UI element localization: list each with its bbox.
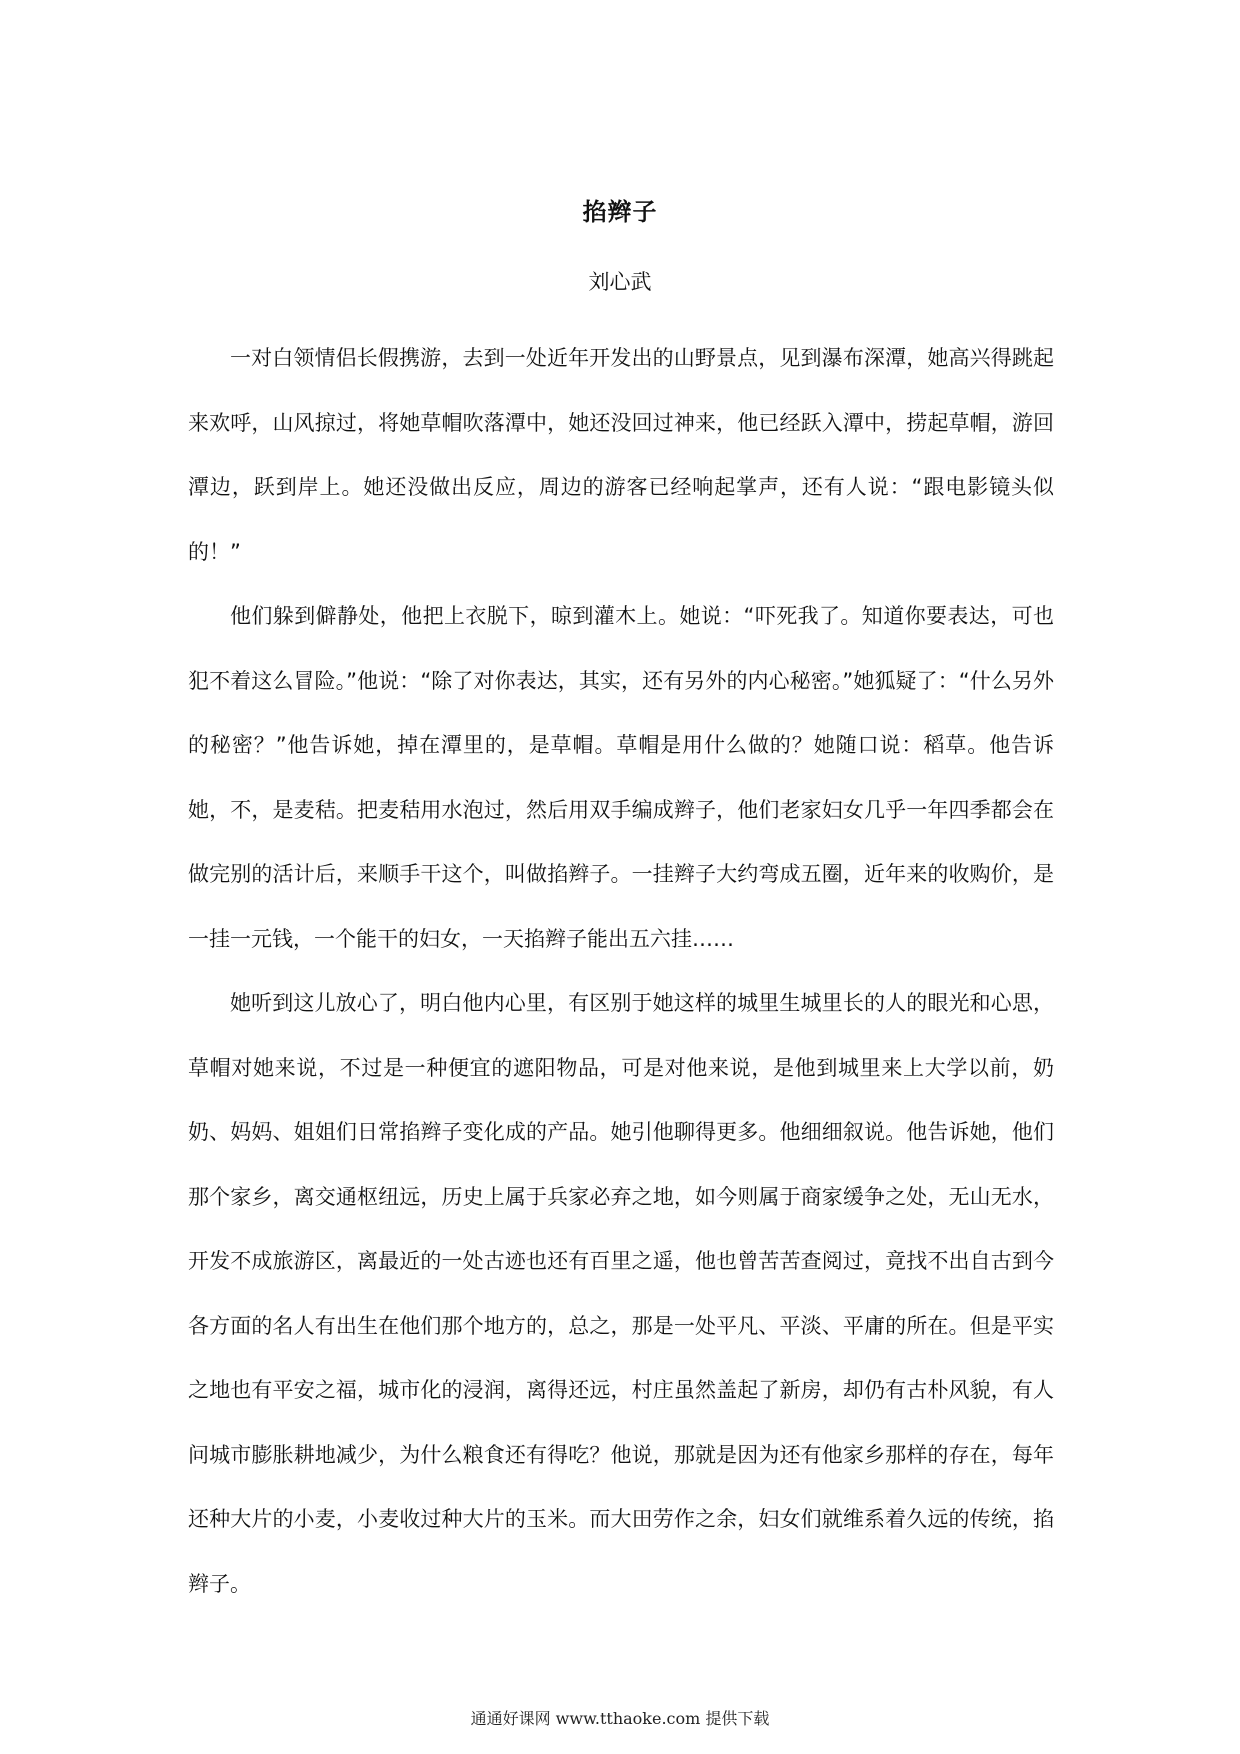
paragraph: 她听到这儿放心了，明白他内心里，有区别于她这样的城里生城里长的人的眼光和心思，草帽对她来说，不过是一种便宜的遮阳物品，可是对他来说，是他到城里来上大学以前，奶奶、妈妈、姐姐们日常掐辫子变化成的产品。她引他聊得更多。他细细叙说。他告诉她，他们那个家乡，离交通枢纽远，历史上属于兵家必弃之地，如今则属于商家缓争之处，无山无水，开发不成旅游区，离最近的一处古迹也还有百里之遥，他也曾苦苦查阅过，竟找不出自古到今各方面的名人有出生在他们那个地方的，总之，那是一处平凡、平淡、平庸的所在。但是平实之地也有平安之福，城市化的浸润，离得还远，村庄虽然盖起了新房，却仍有古朴风貌，有人问城市膨胀耕地减少，为什么粮食还有得吃？他说，那就是因为还有他家乡那样的存在，每年还种大片的小麦，小麦收过种大片的玉米。而大田劳作之余，妇女们就维系着久远的传统，掐辫子。: [188, 991, 1054, 1596]
paragraph: 一对白领情侣长假携游，去到一处近年开发出的山野景点，见到瀑布深潭，她高兴得跳起来欢呼，山风掠过，将她草帽吹落潭中，她还没回过神来，他已经跃入潭中，捞起草帽，游回潭边，跃到岸上。她还没做出反应，周边的游客已经响起掌声，还有人说：“跟电影镜头似的！”: [188, 346, 1054, 564]
page-footer: 通通好课网 www.tthaoke.com 提供下载: [470, 1709, 770, 1728]
article-title: 掐辫子: [582, 198, 658, 226]
article-body: [188, 326, 1054, 1616]
paragraph: 他们躲到僻静处，他把上衣脱下，晾到灌木上。她说：“吓死我了。知道你要表达，可也犯不着这么冒险。”他说：“除了对你表达，其实，还有另外的内心秘密。”她狐疑了：“什么另外的秘密？”他告诉她，掉在潭里的，是草帽。草帽是用什么做的？她随口说：稻草。他告诉她，不，是麦秸。把麦秸用水泡过，然后用双手编成辫子，他们老家妇女几乎一年四季都会在做完别的活计后，来顺手干这个，叫做掐辫子。一挂辫子大约弯成五圈，近年来的收购价，是一挂一元钱，一个能干的妇女，一天掐辫子能出五六挂……: [188, 604, 1054, 951]
article-author: 刘心武: [588, 270, 652, 294]
